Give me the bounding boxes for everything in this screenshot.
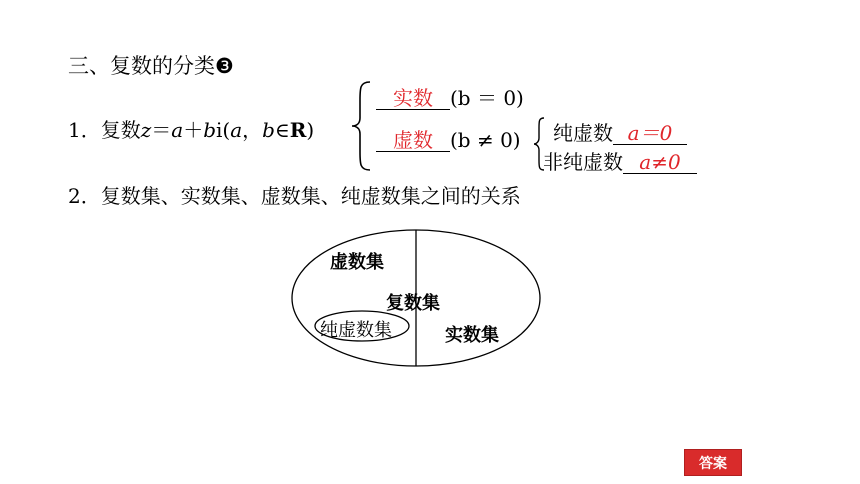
var-a: a	[171, 118, 184, 142]
imaginary-set-label: 虚数集	[330, 252, 384, 273]
var-b: b	[203, 118, 217, 142]
section-title: 三、复数的分类❸	[68, 54, 234, 78]
nonpure-imaginary-label: 非纯虚数	[543, 150, 623, 174]
element-of: ∈	[274, 118, 290, 142]
pure-imaginary-label: 纯虚数	[553, 121, 613, 145]
real-set-label: 实数集	[445, 325, 499, 346]
nonpure-imaginary-answer: a≠0	[623, 151, 697, 174]
imaginary-condition: (b ≠ 0)	[450, 128, 521, 152]
real-number-answer: 实数	[376, 87, 450, 110]
complex-set-label: 复数集	[386, 293, 440, 314]
real-number-row	[376, 82, 524, 111]
imaginary-number-row	[376, 128, 521, 152]
plus-sign: ＋	[183, 118, 204, 142]
pure-imaginary-answer: a＝0	[613, 122, 687, 145]
var-a2: a	[230, 118, 243, 142]
comma: ，	[242, 118, 263, 142]
complex-number-definition	[68, 114, 314, 143]
pure-imaginary-row	[553, 117, 687, 146]
item1-prefix: 1．复数	[68, 118, 141, 142]
close-paren: )	[306, 118, 315, 142]
var-z: z	[140, 118, 152, 142]
pure-imaginary-set-label: 纯虚数集	[320, 320, 392, 341]
nonpure-imaginary-row	[543, 146, 697, 175]
imaginary-number-answer: 虚数	[376, 129, 450, 152]
real-condition: (b ＝ 0)	[450, 86, 524, 110]
var-b2: b	[262, 118, 275, 142]
equals-sign: ＝	[151, 118, 172, 142]
set-relation-diagram	[290, 228, 542, 368]
answer-button[interactable]: 答案	[685, 450, 741, 475]
item2-relation: 2．复数集、实数集、虚数集、纯虚数集之间的关系	[68, 184, 521, 208]
large-brace-icon	[350, 80, 372, 172]
imag-unit: i(	[216, 118, 231, 142]
real-set-symbol: R	[289, 118, 307, 142]
